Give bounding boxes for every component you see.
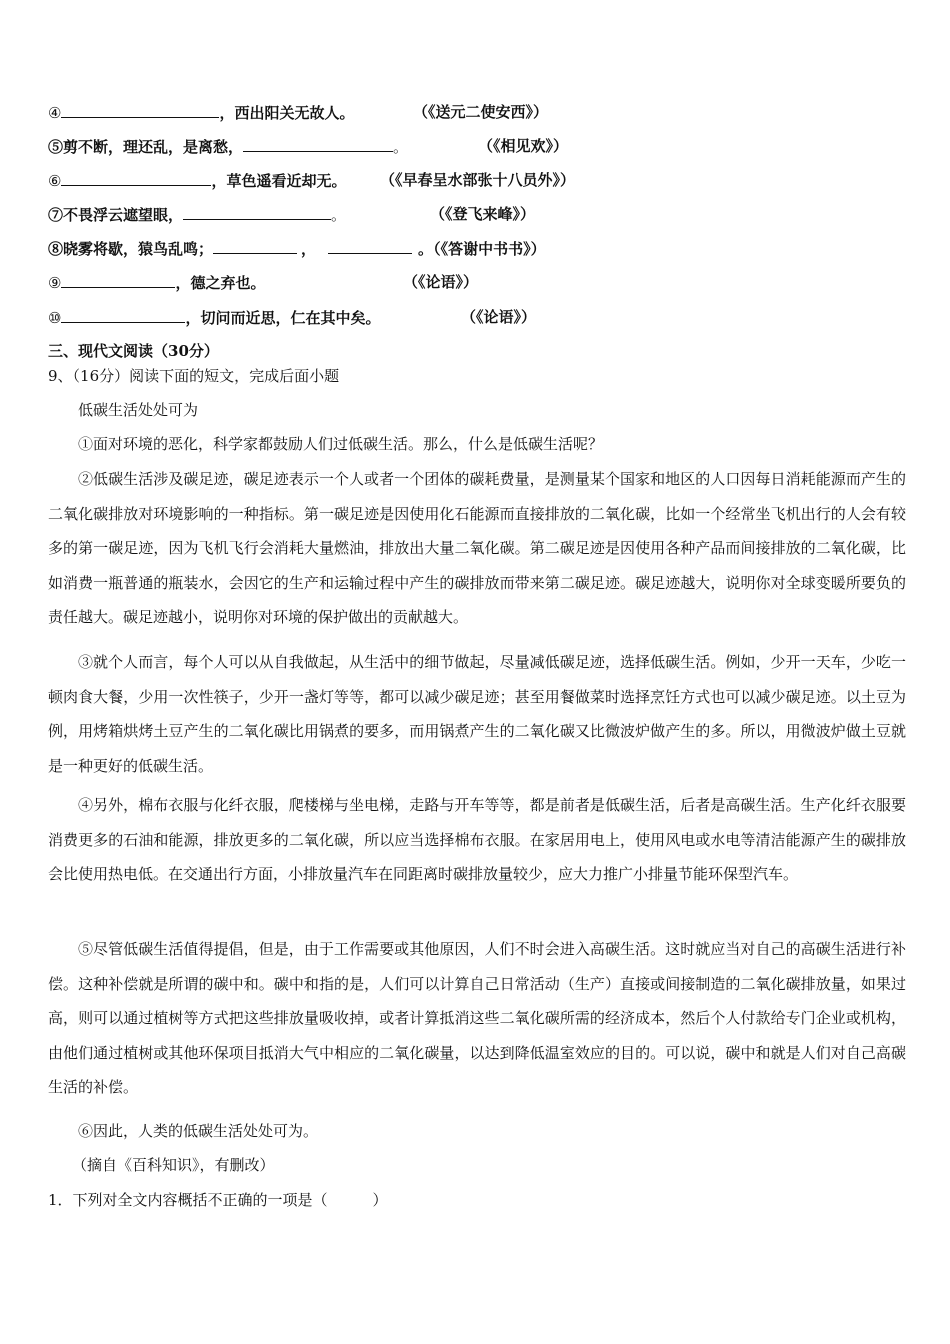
article-title: 低碳生活处处可为 [78, 401, 199, 419]
verse-text: 晓雾将歇，猿鸟乱鸣； [63, 240, 214, 258]
answer-blank[interactable] [61, 102, 219, 118]
article-paragraph-1: ①面对环境的恶化，科学家都鼓励人们过低碳生活。那么，什么是低碳生活呢？ [78, 435, 604, 453]
answer-blank[interactable] [61, 170, 211, 186]
section-heading: 三、现代文阅读（30分） [48, 342, 219, 360]
source-title: （《答谢中书书》） [433, 240, 546, 258]
article-paragraph-6: ⑥因此，人类的低碳生活处处可为。 [78, 1122, 319, 1140]
fill-blank-10 [48, 307, 537, 328]
source-title: （《论语》） [403, 273, 479, 291]
answer-blank[interactable] [61, 307, 185, 323]
answer-blank[interactable] [243, 136, 393, 152]
source-title: （《相见欢》） [478, 137, 569, 155]
fill-blank-9 [48, 272, 479, 293]
source-title: （《登飞来峰》） [430, 205, 536, 223]
item-number: ⑤ [48, 138, 64, 156]
item-number: ⑨ [48, 274, 62, 292]
article-citation: （摘自《百科知识》，有删改） [72, 1156, 275, 1174]
item-number: ⑥ [48, 172, 62, 190]
source-title: （《早春呈水部张十八员外》） [380, 171, 576, 189]
fill-blank-8 [48, 238, 546, 259]
answer-blank[interactable] [328, 238, 412, 254]
item-number: ④ [48, 104, 62, 122]
verse-text: 剪不断，理还乱，是离愁， [63, 138, 244, 156]
answer-blank[interactable] [183, 204, 331, 220]
verse-text: 不畏浮云遮望眼， [63, 206, 184, 224]
verse-end: 。 [393, 138, 409, 156]
answer-blank[interactable] [61, 272, 175, 288]
verse-end: 。 [331, 206, 347, 224]
fill-blank-4 [48, 102, 549, 123]
article-paragraph-4: ④另外，棉布衣服与化纤衣服，爬楼梯与坐电梯，走路与开车等等，都是前者是低碳生活，后者是高碳生活。生产化纤衣服要消费更多的石油和能源，排放更多的二氧化碳，所以应当选择棉布衣服。在家居用电上，使用风电或水电等清洁能源产生的碳排放会比使用热电低。在交通出行方面，小排放量汽车在同距离时碳排放量较少，应大力推广小排量节能环保型汽车。 [48, 796, 906, 883]
item-number: ⑦ [48, 206, 64, 224]
fill-blank-7 [48, 204, 536, 225]
answer-blank[interactable] [213, 238, 297, 254]
source-title: （《送元二使安西》） [413, 103, 549, 121]
item-number: ⑩ [48, 309, 62, 327]
verse-text: ，西出阳关无故人。 [219, 104, 355, 122]
fill-blank-6 [48, 170, 576, 191]
verse-end: 。 [418, 240, 434, 258]
fill-blank-5 [48, 136, 569, 157]
article-paragraph-3: ③就个人而言，每个人可以从自我做起，从生活中的细节做起，尽量减低碳足迹，选择低碳生活。例如，少开一天车，少吃一顿肉食大餐，少用一次性筷子，少开一盏灯等等，都可以减少碳足迹；甚至用餐做菜时选择烹饪方式也可以减少碳足迹。以土豆为例，用烤箱烘烤土豆产生的二氧化碳比用锅煮的要多，而用锅煮产生的二氧化碳又比微波炉做产生的多。所以，用微波炉做土豆就是一种更好的低碳生活。 [48, 653, 906, 775]
verse-comma: ， [301, 240, 317, 258]
sub-question-1: 1．下列对全文内容概括不正确的一项是（ ） [48, 1191, 388, 1209]
article-paragraph-5: ⑤尽管低碳生活值得提倡，但是，由于工作需要或其他原因，人们不时会进入高碳生活。这时就应当对自己的高碳生活进行补偿。这种补偿就是所谓的碳中和。碳中和指的是，人们可以计算自己日常活动（生产）直接或间接制造的二氧化碳排放量，如果过高，则可以通过植树等方式把这些排放量吸收掉，或者计算抵消这些二氧化碳所需的经济成本，然后个人付款给专门企业或机构，由他们通过植树或其他环保项目抵消大气中相应的二氧化碳量，以达到降低温室效应的目的。可以说，碳中和就是人们对自己高碳生活的补偿。 [48, 940, 906, 1096]
question-intro: 9、（16分）阅读下面的短文，完成后面小题 [48, 367, 340, 385]
item-number: ⑧ [48, 240, 64, 258]
verse-text: ，切问而近思，仁在其中矣。 [185, 309, 381, 327]
verse-text: ，德之弃也。 [175, 274, 266, 292]
verse-text: ，草色遥看近却无。 [211, 172, 347, 190]
source-title: （《论语》） [461, 308, 537, 326]
article-paragraph-2: ②低碳生活涉及碳足迹，碳足迹表示一个人或者一个团体的碳耗费量，是测量某个国家和地区的人口因每日消耗能源而产生的二氧化碳排放对环境影响的一种指标。第一碳足迹是因使用化石能源而直接排放的二氧化碳，比如一个经常坐飞机出行的人会有较多的第一碳足迹，因为飞机飞行会消耗大量燃油，排放出大量二氧化碳。第二碳足迹是因使用各种产品而间接排放的二氧化碳，比如消费一瓶普通的瓶装水，会因它的生产和运输过程中产生的碳排放而带来第二碳足迹。碳足迹越大，说明你对全球变暖所要负的责任越大。碳足迹越小，说明你对环境的保护做出的贡献越大。 [48, 470, 906, 626]
